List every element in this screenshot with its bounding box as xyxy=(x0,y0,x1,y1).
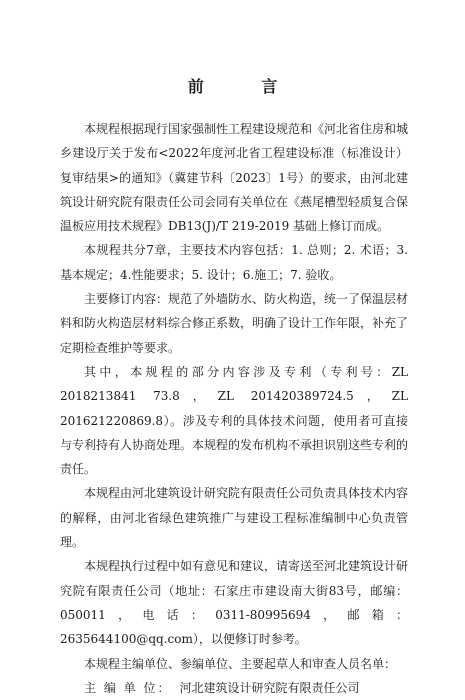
page-title: 前 言 xyxy=(187,77,304,96)
chief-editor-line xyxy=(60,676,408,700)
paragraph-units-intro: 本规程主编单位、参编单位、主要起草人和审查人员名单： xyxy=(84,656,397,671)
paragraph-feedback: 本规程执行过程中如有意见和建议，请寄送至河北建筑设计研究院有限责任公司（地址：石家庄市建设南大街83号，邮编：050011，电话：0311-80995694，邮箱：2635644100@qq.com），以便修订时参考。 xyxy=(60,559,409,647)
paragraph-revisions: 主要修订内容：规范了外墙防水、防火构造，统一了保温层材料和防火构造层材料综合修正系数，明确了设计工作年限，补充了定期检查维护等要求。 xyxy=(60,292,409,355)
paragraph-chapters: 本规程共分7章，主要技术内容包括：1. 总则；2. 术语；3. 基本规定；4.性能要求；5. 设计；6.施工；7. 验收。 xyxy=(60,243,408,282)
paragraph-interpretation: 本规程由河北建筑设计研究院有限责任公司负责具体技术内容的解释，由河北省绿色建筑推广与建设工程标准编制中心负责管理。 xyxy=(60,486,409,550)
chief-editor-value: 河北建筑设计研究院有限责任公司 xyxy=(179,680,360,695)
paragraph-basis: 本规程根据现行国家强制性工程建设规范和《河北省住房和城乡建设厅关于发布<2022年度河北省工程建设标准（标准设计）复审结果>的通知》（冀建节科〔2023〕1号）的要求，由河北建筑设计研究院有限责任公司会同有关单位在《燕尾槽型轻质复合保温板应用技术规程》DB13(J)/T 219-2019 基础上修订而成。 xyxy=(60,122,409,234)
paragraph-patents: 其中，本规程的部分内容涉及专利（专利号：ZL 2018213841 73.8，ZL 201420389724.5，ZL 201621220869.8）。涉及专利的具体技术问题，使用者可直接与专利持有人协商处理。本规程的发布机构不承担识别这些专利的责任。 xyxy=(60,364,409,477)
chief-editor-label: 主 编 单 位： xyxy=(84,680,172,695)
preface-body xyxy=(60,117,408,700)
